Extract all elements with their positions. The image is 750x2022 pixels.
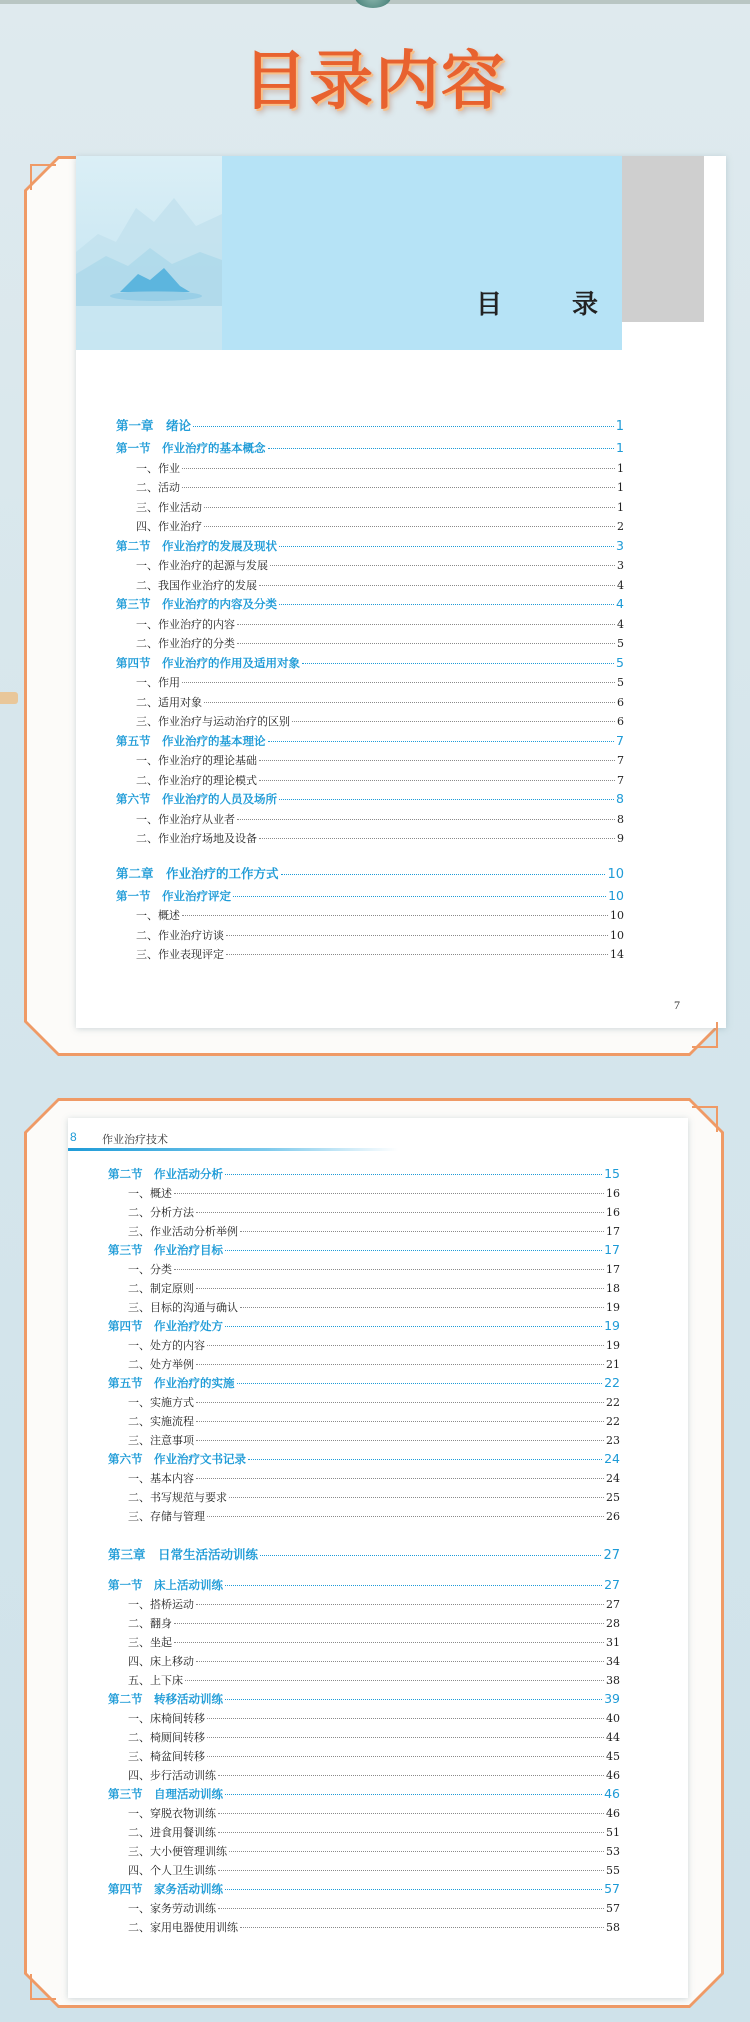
- dot-leader: [196, 1288, 604, 1289]
- dot-leader: [182, 487, 615, 488]
- toc-entry-label: 第一节 床上活动训练: [108, 1578, 223, 1592]
- dot-leader: [226, 954, 608, 955]
- corner-ornament: [30, 1974, 56, 2000]
- toc-entry-page: 10: [610, 909, 624, 922]
- toc-section-row: [116, 596, 624, 612]
- toc-entry-page: 2: [617, 520, 624, 533]
- toc-entry-page: 17: [606, 1225, 620, 1238]
- toc-entry-page: 34: [606, 1655, 620, 1668]
- dot-leader: [218, 1813, 604, 1814]
- dot-leader: [207, 1516, 604, 1517]
- dot-leader: [196, 1421, 604, 1422]
- dot-leader: [279, 799, 614, 800]
- toc-entry-label: 第六节 作业治疗的人员及场所: [116, 792, 277, 806]
- toc-entry-page: 38: [606, 1674, 620, 1687]
- running-head: 作业治疗技术: [102, 1134, 168, 1146]
- toc-entry-label: 三、作业活动分析举例: [128, 1225, 238, 1238]
- toc-item-row: [128, 1508, 620, 1524]
- toc-entry-page: 10: [610, 928, 624, 942]
- toc-entry-page: 57: [606, 1902, 620, 1915]
- dot-leader: [226, 935, 608, 936]
- toc-entry-page: 18: [606, 1282, 620, 1295]
- dot-leader: [237, 819, 615, 820]
- dot-leader: [218, 1832, 604, 1833]
- toc-section-row: [108, 1691, 620, 1707]
- toc-entry-label: 一、作业治疗的理论基础: [136, 754, 257, 767]
- toc-entry-label: 四、个人卫生训练: [128, 1864, 216, 1877]
- dot-leader: [204, 507, 615, 508]
- toc-item-row: [128, 1672, 620, 1688]
- dot-leader: [196, 1212, 604, 1213]
- toc-entry-label: 二、适用对象: [136, 695, 202, 709]
- toc-entry-label: 四、床上移动: [128, 1655, 194, 1668]
- toc-entry-label: 二、翻身: [128, 1617, 172, 1630]
- toc-entry-label: 第六节 作业治疗文书记录: [108, 1452, 246, 1466]
- toc-entry-label: 第三节 作业治疗的内容及分类: [116, 597, 277, 611]
- toc-entry-label: 一、分类: [128, 1263, 172, 1276]
- toc-entry-page: 5: [617, 637, 624, 650]
- dot-leader: [225, 1699, 602, 1700]
- toc-entry-label: 第四节 家务活动训练: [108, 1882, 223, 1896]
- toc-item-row: [136, 616, 624, 632]
- toc-entry-page: 10: [608, 887, 624, 903]
- dot-leader: [260, 1555, 601, 1556]
- dot-leader: [218, 1775, 604, 1776]
- toc-item-row: [128, 1470, 620, 1486]
- toc-section-row: [108, 1375, 620, 1391]
- dot-leader: [196, 1604, 604, 1605]
- toc-entry-label: 二、进食用餐训练: [128, 1826, 216, 1839]
- corner-ornament: [30, 164, 56, 190]
- toc-entry-page: 6: [617, 695, 624, 709]
- dot-leader: [225, 1794, 602, 1795]
- toc-item-row: [128, 1356, 620, 1372]
- dot-leader: [218, 1908, 604, 1909]
- side-tab: [0, 692, 18, 704]
- toc-entry-label: 四、步行活动训练: [128, 1769, 216, 1782]
- toc-item-row: [136, 830, 624, 846]
- toc-entry-label: 第二节 转移活动训练: [108, 1692, 223, 1706]
- toc-entry-label: 二、制定原则: [128, 1282, 194, 1295]
- toc-item-row: [136, 460, 624, 476]
- toc-entry-label: 一、家务劳动训练: [128, 1902, 216, 1915]
- toc-entry-label: 三、目标的沟通与确认: [128, 1301, 238, 1314]
- dot-leader: [207, 1737, 604, 1738]
- toc-entry-page: 9: [617, 832, 624, 845]
- toc-page-frame-1: [24, 156, 724, 1056]
- toc-entry-page: 53: [606, 1845, 620, 1858]
- toc-section-row: [116, 538, 624, 554]
- toc-item-row: [136, 907, 624, 923]
- toc-entry-label: 一、概述: [128, 1187, 172, 1200]
- toc-entry-label: 第一章 绪论: [116, 418, 192, 433]
- toc-entry-page: 8: [616, 791, 624, 806]
- toc-entry-label: 三、椅盆间转移: [128, 1750, 205, 1763]
- header-grey-block: [622, 156, 704, 322]
- dot-leader: [225, 1250, 602, 1251]
- toc-entry-page: 28: [606, 1617, 620, 1630]
- toc-entry-page: 10: [607, 866, 624, 882]
- toc-entry-label: 一、作业治疗的起源与发展: [136, 559, 268, 572]
- toc-item-row: [136, 635, 624, 651]
- toc-entry-page: 46: [606, 1807, 620, 1820]
- toc-chapter-row: [116, 416, 624, 434]
- toc-page-2: [68, 1118, 688, 1998]
- toc-item-row: [128, 1185, 620, 1201]
- toc-entry-label: 第二节 作业活动分析: [108, 1167, 223, 1181]
- toc-entry-label: 二、实施流程: [128, 1415, 194, 1428]
- toc-entry-page: 19: [606, 1301, 620, 1314]
- toc-item-row: [136, 694, 624, 710]
- toc-entry-label: 一、实施方式: [128, 1396, 194, 1409]
- toc-entry-page: 3: [617, 559, 624, 572]
- toc-entry-label: 一、概述: [136, 909, 180, 922]
- page-title: 目录内容: [243, 45, 507, 119]
- toc-item-row: [128, 1223, 620, 1239]
- toc-entry-label: 二、作业治疗访谈: [136, 928, 224, 942]
- dot-leader: [240, 1927, 604, 1928]
- toc-item-row: [128, 1900, 620, 1916]
- toc-entry-page: 46: [604, 1786, 620, 1801]
- toc-chapter-row: [116, 864, 624, 882]
- toc-entry-page: 19: [604, 1318, 620, 1333]
- toc-entry-page: 46: [606, 1769, 620, 1782]
- corner-ornament: [692, 1106, 718, 1132]
- toc-entry-label: 第一节 作业治疗评定: [116, 888, 231, 903]
- toc-entry-label: 三、作业治疗与运动治疗的区别: [136, 715, 290, 728]
- toc-entry-page: 1: [617, 481, 624, 494]
- dot-leader: [229, 1851, 604, 1852]
- toc-entry-page: 1: [617, 500, 624, 514]
- toc-entry-page: 45: [606, 1750, 620, 1763]
- dot-leader: [270, 565, 615, 566]
- toc-section-row: [116, 791, 624, 807]
- toc-entry-label: 一、基本内容: [128, 1472, 194, 1485]
- toc-item-row: [128, 1337, 620, 1353]
- toc-section-row: [108, 1451, 620, 1467]
- toc-item-row: [136, 557, 624, 573]
- toc-entry-page: 7: [616, 732, 624, 748]
- dot-leader: [207, 1345, 604, 1346]
- dot-leader: [279, 546, 614, 547]
- toc-item-row: [136, 479, 624, 495]
- toc-item-row: [128, 1394, 620, 1410]
- toc-item-row: [136, 674, 624, 690]
- toc-entry-page: 26: [606, 1510, 620, 1523]
- running-page-number: 8: [70, 1130, 77, 1144]
- toc-entry-page: 44: [606, 1731, 620, 1744]
- dot-leader: [182, 468, 615, 469]
- toc-entry-label: 二、作业治疗的分类: [136, 637, 235, 650]
- dot-leader: [237, 624, 615, 625]
- toc-entry-page: 4: [617, 578, 624, 592]
- toc-entry-label: 第二章 作业治疗的工作方式: [116, 865, 279, 881]
- toc-item-row: [128, 1748, 620, 1764]
- toc-entry-page: 24: [604, 1451, 620, 1466]
- toc-chapter-row: [108, 1545, 620, 1563]
- toc-item-row: [128, 1596, 620, 1612]
- dot-leader: [207, 1756, 604, 1757]
- toc-entry-label: 二、分析方法: [128, 1206, 194, 1219]
- toc-section-row: [108, 1881, 620, 1897]
- toc-section-row: [108, 1242, 620, 1258]
- toc-item-row: [128, 1634, 620, 1650]
- dot-leader: [225, 1585, 602, 1586]
- toc-entry-label: 一、作业: [136, 461, 180, 475]
- dot-leader: [281, 874, 606, 875]
- toc-entry-label: 一、作用: [136, 676, 180, 689]
- toc-entry-page: 21: [606, 1358, 620, 1371]
- toc-item-row: [136, 713, 624, 729]
- dot-leader: [302, 663, 614, 664]
- toc-entry-page: 7: [617, 773, 624, 787]
- toc-entry-page: 17: [606, 1263, 620, 1276]
- toc-entry-page: 39: [604, 1691, 620, 1706]
- toc-entry-page: 8: [617, 812, 624, 826]
- toc-entry-label: 一、搭桥运动: [128, 1598, 194, 1611]
- toc-entry-page: 27: [603, 1548, 620, 1563]
- toc-entry-label: 第四节 作业治疗的作用及适用对象: [116, 655, 300, 670]
- toc-item-row: [128, 1204, 620, 1220]
- toc-entry-page: 1: [616, 440, 624, 455]
- dot-leader: [182, 682, 615, 683]
- toc-entry-label: 第五节 作业治疗的基本理论: [116, 733, 266, 748]
- dot-leader: [259, 838, 615, 839]
- toc-item-row: [128, 1280, 620, 1296]
- toc-entry-page: 57: [604, 1881, 620, 1896]
- dot-leader: [196, 1478, 604, 1479]
- toc-entry-label: 第五节 作业治疗的实施: [108, 1376, 235, 1390]
- toc-item-row: [128, 1489, 620, 1505]
- toc-entry-label: 二、活动: [136, 481, 180, 494]
- dot-leader: [240, 1231, 604, 1232]
- toc-entry-page: 1: [617, 461, 624, 475]
- toc-entry-page: 55: [606, 1864, 620, 1877]
- toc-entry-page: 5: [616, 654, 624, 670]
- dot-leader: [193, 426, 614, 427]
- dot-leader: [174, 1642, 604, 1643]
- corner-ornament: [692, 1022, 718, 1048]
- dot-leader: [225, 1889, 602, 1890]
- dot-leader: [196, 1440, 604, 1441]
- toc-item-row: [136, 518, 624, 534]
- toc-entry-label: 一、作业治疗的内容: [136, 617, 235, 631]
- dot-leader: [237, 1383, 603, 1384]
- toc-entry-label: 二、我国作业治疗的发展: [136, 578, 257, 592]
- toc-item-row: [128, 1862, 620, 1878]
- toc-section-row: [108, 1577, 620, 1593]
- toc-entry-page: 16: [606, 1187, 620, 1200]
- dot-leader: [204, 702, 615, 703]
- toc-page-frame-2: [24, 1098, 724, 2008]
- page-number: 7: [674, 998, 680, 1012]
- toc-entry-page: 14: [610, 948, 624, 961]
- toc-entry-label: 第三节 作业治疗目标: [108, 1243, 223, 1257]
- toc-entry-label: 二、作业治疗的理论模式: [136, 773, 257, 787]
- dot-leader: [218, 1870, 604, 1871]
- toc-item-row: [128, 1413, 620, 1429]
- toc-item-row: [128, 1919, 620, 1935]
- dot-leader: [185, 1680, 604, 1681]
- toc-entry-label: 三、注意事项: [128, 1434, 194, 1447]
- toc-item-row: [128, 1432, 620, 1448]
- toc-entry-page: 19: [606, 1339, 620, 1352]
- toc-entry-label: 二、处方举例: [128, 1358, 194, 1371]
- dot-leader: [174, 1193, 604, 1194]
- toc-entry-label: 第一节 作业治疗的基本概念: [116, 441, 266, 455]
- toc-item-row: [128, 1710, 620, 1726]
- toc-entry-label: 二、家用电器使用训练: [128, 1921, 238, 1934]
- dot-leader: [240, 1307, 604, 1308]
- dot-leader: [229, 1497, 604, 1498]
- toc-item-row: [136, 772, 624, 788]
- toc-entry-page: 58: [606, 1921, 620, 1934]
- toc-item-row: [136, 946, 624, 962]
- toc-item-row: [128, 1824, 620, 1840]
- toc-entry-page: 27: [606, 1598, 620, 1611]
- toc-entry-label: 三、坐起: [128, 1636, 172, 1649]
- dot-leader: [196, 1402, 604, 1403]
- toc-entry-label: 一、穿脱衣物训练: [128, 1807, 216, 1820]
- toc-item-row: [128, 1261, 620, 1277]
- toc-entry-label: 第三章 日常生活活动训练: [108, 1547, 259, 1562]
- toc-entry-page: 5: [617, 676, 624, 689]
- toc-section-row: [108, 1318, 620, 1334]
- toc-entry-page: 15: [604, 1166, 620, 1181]
- toc-entry-page: 3: [616, 537, 624, 553]
- dot-leader: [237, 643, 615, 644]
- toc-entry-label: 二、作业治疗场地及设备: [136, 832, 257, 845]
- toc-item-row: [128, 1843, 620, 1859]
- toc-entry-page: 22: [606, 1396, 620, 1409]
- toc-item-row: [128, 1299, 620, 1315]
- dot-leader: [233, 896, 606, 897]
- toc-page-1: [76, 156, 726, 1028]
- dot-leader: [207, 1718, 604, 1719]
- toc-entry-label: 三、大小便管理训练: [128, 1845, 227, 1858]
- dot-leader: [196, 1364, 604, 1365]
- toc-entry-label: 四、作业治疗: [136, 520, 202, 533]
- toc-item-row: [128, 1805, 620, 1821]
- toc-entry-page: 4: [616, 596, 624, 611]
- dot-leader: [259, 780, 615, 781]
- toc-item-row: [136, 927, 624, 943]
- toc-entry-page: 40: [606, 1712, 620, 1725]
- toc-item-row: [128, 1653, 620, 1669]
- dot-leader: [279, 604, 614, 605]
- dot-leader: [292, 721, 615, 722]
- toc-item-row: [136, 577, 624, 593]
- toc-entry-label: 三、存储与管理: [128, 1510, 205, 1523]
- toc-entry-label: 三、作业活动: [136, 500, 202, 514]
- toc-item-row: [128, 1729, 620, 1745]
- toc-entry-page: 25: [606, 1491, 620, 1504]
- dot-leader: [225, 1174, 602, 1175]
- toc-entry-page: 17: [604, 1242, 620, 1257]
- toc-entry-page: 7: [617, 754, 624, 767]
- toc-entry-page: 23: [606, 1434, 620, 1447]
- toc-item-row: [128, 1615, 620, 1631]
- dot-leader: [174, 1269, 604, 1270]
- toc-entry-page: 1: [615, 419, 624, 434]
- toc-entry-page: 4: [617, 617, 624, 631]
- dot-leader: [204, 526, 615, 527]
- toc-entry-label: 一、作业治疗从业者: [136, 812, 235, 826]
- toc-entry-page: 22: [604, 1375, 620, 1390]
- dot-leader: [268, 741, 615, 742]
- toc-section-row: [116, 655, 624, 671]
- toc-entry-page: 6: [617, 715, 624, 728]
- toc-item-row: [136, 752, 624, 768]
- dot-leader: [268, 448, 615, 449]
- toc-entry-page: 16: [606, 1206, 620, 1219]
- toc-entry-page: 27: [604, 1577, 620, 1592]
- toc-item-row: [136, 499, 624, 515]
- toc-entry-label: 一、处方的内容: [128, 1339, 205, 1352]
- toc-title: 目 录: [476, 290, 621, 320]
- dot-leader: [182, 915, 608, 916]
- top-ornament: [355, 0, 391, 8]
- toc-item-row: [136, 811, 624, 827]
- toc-entry-label: 第四节 作业治疗处方: [108, 1319, 223, 1333]
- toc-entry-page: 51: [606, 1826, 620, 1839]
- toc-entry-page: 31: [606, 1636, 620, 1649]
- dot-leader: [225, 1326, 602, 1327]
- dot-leader: [259, 760, 615, 761]
- toc-entry-label: 二、椅厕间转移: [128, 1731, 205, 1744]
- dot-leader: [248, 1459, 602, 1460]
- dot-leader: [174, 1623, 604, 1624]
- toc-item-row: [128, 1767, 620, 1783]
- toc-entry-label: 一、床椅间转移: [128, 1712, 205, 1725]
- toc-section-row: [108, 1786, 620, 1802]
- toc-entry-label: 第二节 作业治疗的发展及现状: [116, 538, 277, 553]
- toc-entry-label: 第三节 自理活动训练: [108, 1787, 223, 1801]
- toc-entry-label: 五、上下床: [128, 1674, 183, 1687]
- toc-entry-page: 22: [606, 1415, 620, 1428]
- toc-entry-page: 24: [606, 1472, 620, 1485]
- dot-leader: [196, 1661, 604, 1662]
- toc-section-row: [116, 888, 624, 904]
- toc-section-row: [116, 440, 624, 456]
- toc-section-row: [116, 733, 624, 749]
- landscape-illustration: [76, 156, 222, 350]
- toc-section-row: [108, 1166, 620, 1182]
- dot-leader: [259, 585, 615, 586]
- toc-entry-label: 三、作业表现评定: [136, 948, 224, 961]
- toc-entry-label: 二、书写规范与要求: [128, 1491, 227, 1504]
- running-head-rule: [68, 1148, 398, 1151]
